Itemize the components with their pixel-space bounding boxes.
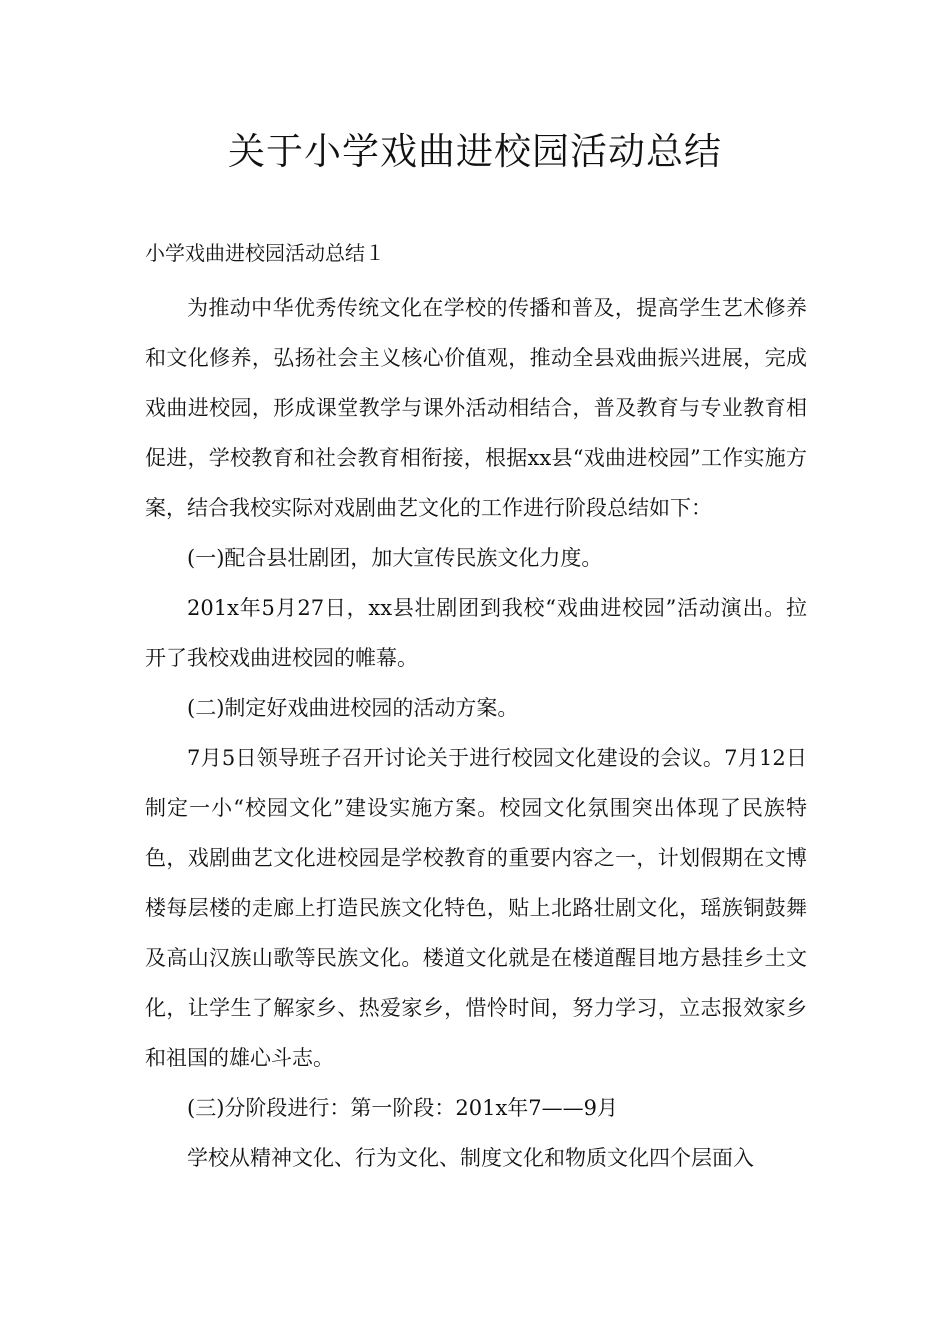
paragraph-heading-1: (一)配合县壮剧团，加大宣传民族文化力度。 [187, 546, 603, 570]
document-subtitle: 小学戏曲进校园活动总结１ [145, 241, 385, 265]
paragraph-heading-2: (二)制定好戏曲进校园的活动方案。 [187, 696, 519, 720]
paragraph-heading-3: (三)分阶段进行：第一阶段：201x年7——9月 [187, 1096, 619, 1120]
paragraph-culture: 学校从精神文化、行为文化、制度文化和物质文化四个层面入 [187, 1146, 754, 1170]
paragraph-intro: 为推动中华优秀传统文化在学校的传播和普及，提高学生艺术修养和文化修养，弘扬社会主义核心价值观，推动全县戏曲振兴进展，完成戏曲进校园，形成课堂教学与课外活动相结合，普及教育与专业教育相促进，学校教育和社会教育相衔接，根据xx县“戏曲进校园”工作实施方案，结合我校实际对戏剧曲艺文化的工作进行阶段总结如下： [145, 296, 807, 520]
document-title: 关于小学戏曲进校园活动总结 [228, 130, 722, 173]
paragraph-performance: 201x年5月27日，xx县壮剧团到我校“戏曲进校园”活动演出。拉开了我校戏曲进校园的帷幕。 [145, 596, 807, 670]
document-body [145, 283, 807, 1183]
paragraph-plan: 7月5日领导班子召开讨论关于进行校园文化建设的会议。7月12日制定一小“校园文化”建设实施方案。校园文化氛围突出体现了民族特色，戏剧曲艺文化进校园是学校教育的重要内容之一，计划假期在文博楼每层楼的走廊上打造民族文化特色，贴上北路壮剧文化，瑶族铜鼓舞及高山汉族山歌等民族文化。楼道文化就是在楼道醒目地方悬挂乡土文化，让学生了解家乡、热爱家乡，惜怜时间，努力学习，立志报效家乡和祖国的雄心斗志。 [145, 746, 807, 1070]
